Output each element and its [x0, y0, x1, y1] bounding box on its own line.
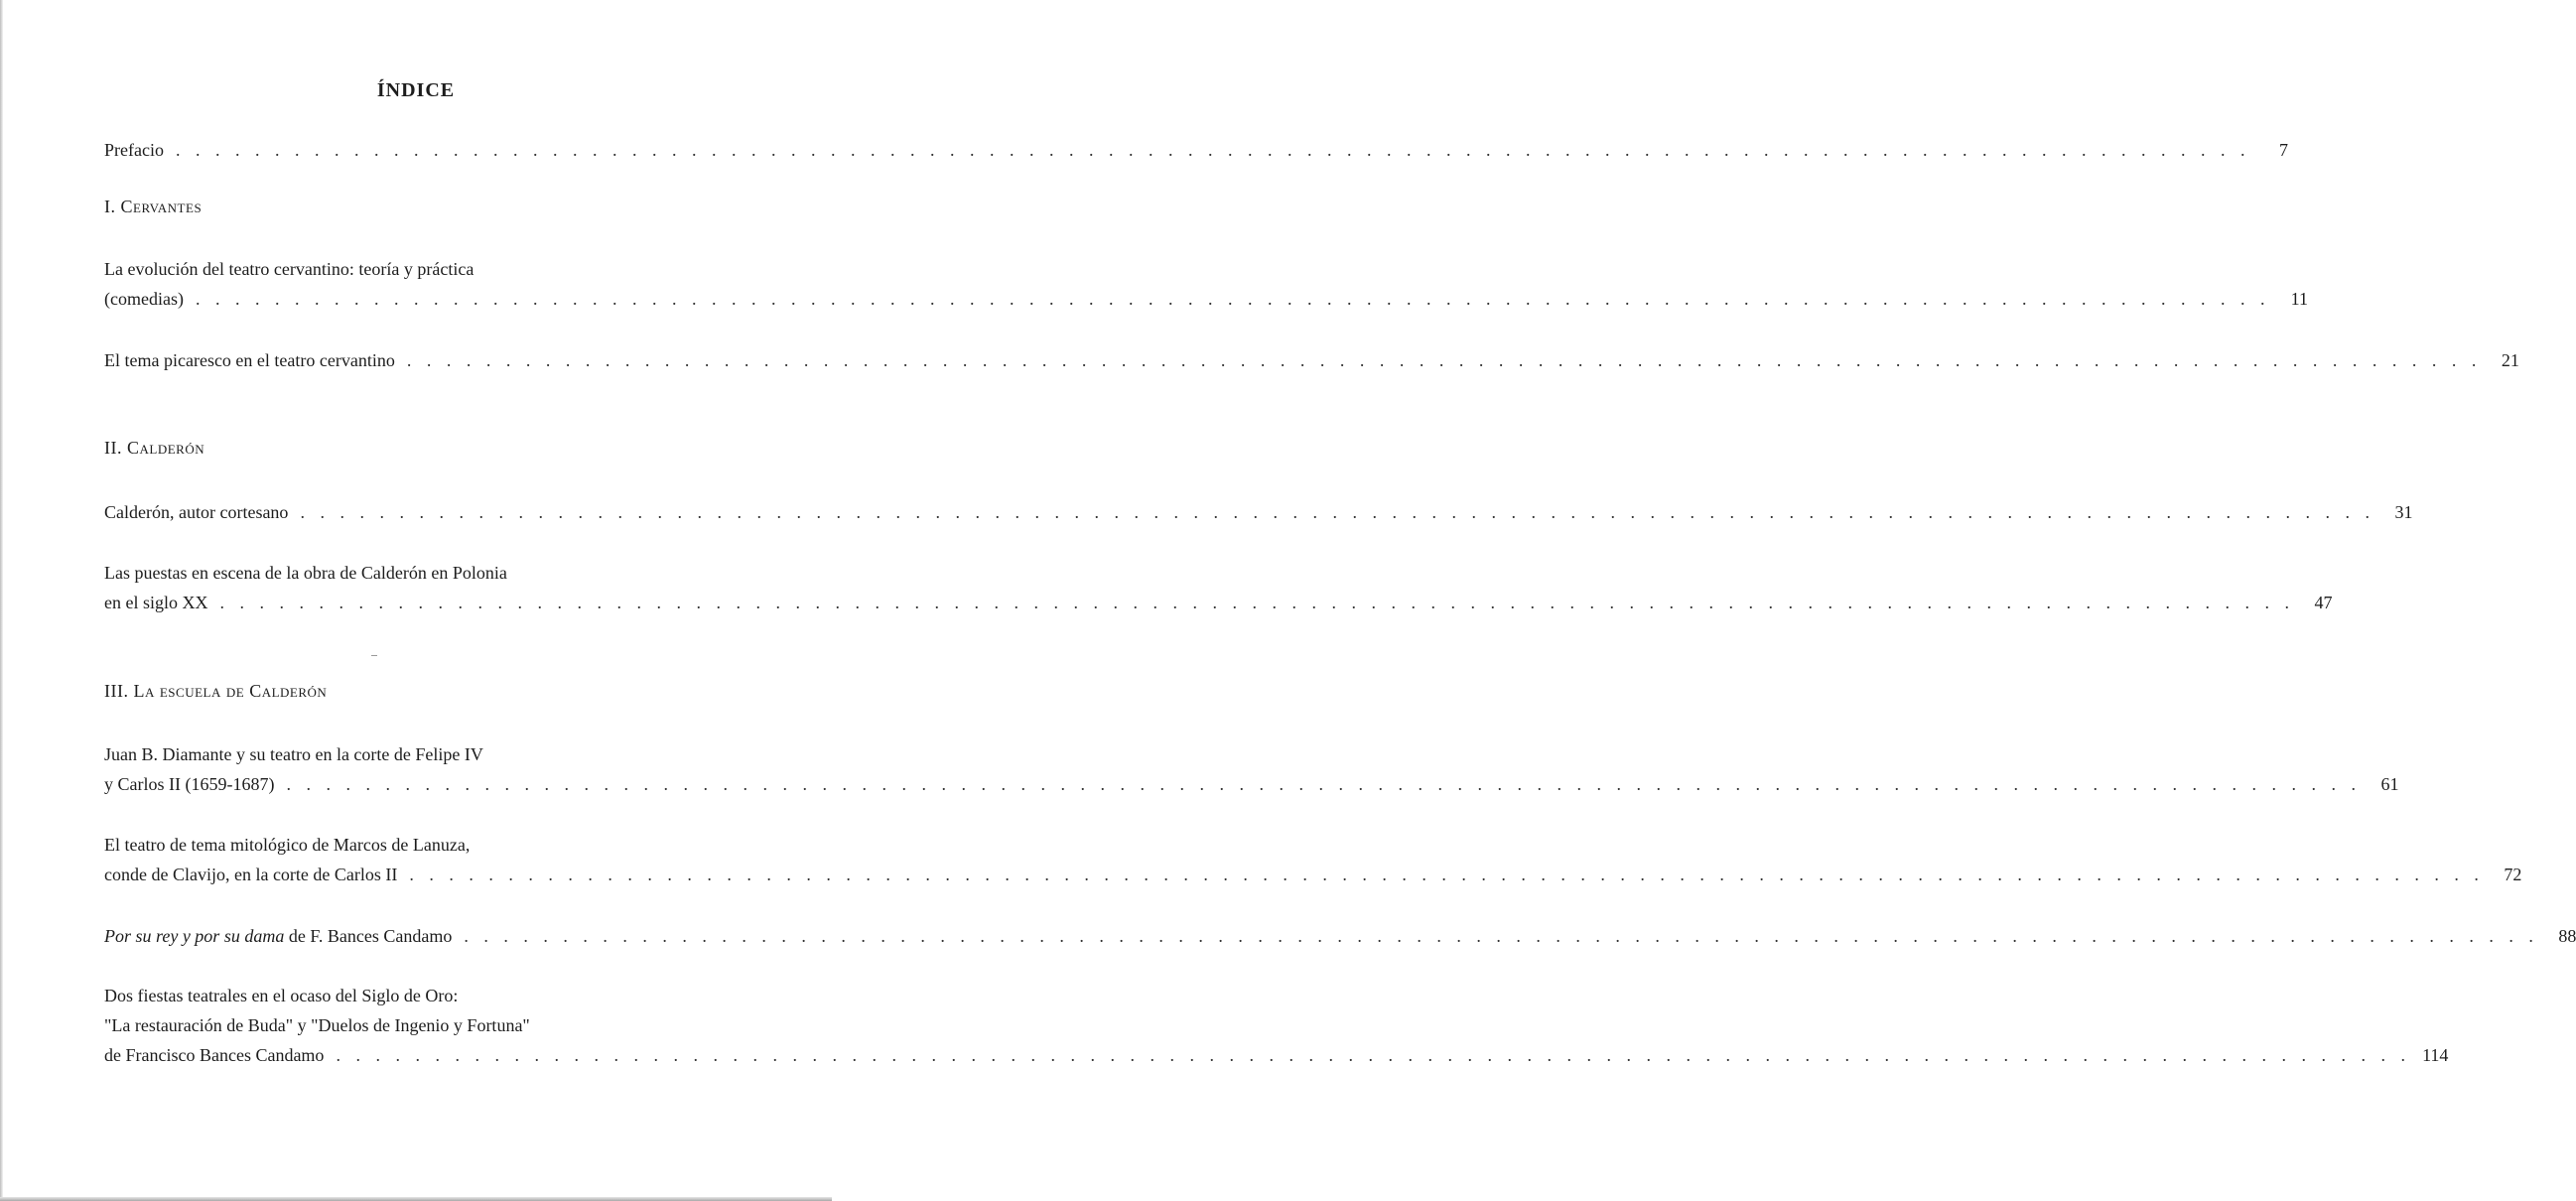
toc-entry: [104, 739, 2399, 799]
toc-entry: [104, 921, 2576, 951]
dot-leader: . . . . . . . . . . . . . . . . . . . . . . . . . . . . . . . . . . . . . . . . . . . . . . . . . . . . . . . . . . . . . . . . . . . . . . . . . . . . . . . . . . . . . . . . . . . . . . . . . . . . . . . . .: [464, 926, 2539, 946]
page-left-edge: [0, 0, 3, 1201]
toc-entry: [104, 558, 2333, 617]
dot-leader: . . . . . . . . . . . . . . . . . . . . . . . . . . . . . . . . . . . . . . . . . . . . . . . . . . . . . . . . . . . . . . . . . . . . . . . . . . . . . . . . . . . . . . . . . . . . . . . . . . . . . . . . .: [195, 289, 2270, 309]
dot-leader: . . . . . . . . . . . . . . . . . . . . . . . . . . . . . . . . . . . . . . . . . . . . . . . . . . . . . . . . . . . . . . . . . . . . . . . . . . . . . . . . . . . . . . . . . . . . . . . . . . . . . . . . .: [175, 140, 2250, 160]
entry-title-line: Juan B. Diamante y su teatro en la corte de Felipe IV: [104, 744, 483, 764]
section-heading-calderon: II. Calderón: [104, 438, 205, 458]
toc-entry: [104, 497, 2413, 527]
dot-leader: . . . . . . . . . . . . . . . . . . . . . . . . . . . . . . . . . . . . . . . . . . . . . . . . . . . . . . . . . . . . . . . . . . . . . . . . . . . . . . . . . . . . . . . . . . . . . . . . . . . . . . . . .: [336, 1045, 2411, 1065]
dot-leader: . . . . . . . . . . . . . . . . . . . . . . . . . . . . . . . . . . . . . . . . . . . . . . . . . . . . . . . . . . . . . . . . . . . . . . . . . . . . . . . . . . . . . . . . . . . . . . . . . . . . . . . . .: [286, 774, 2362, 794]
entry-title-line: La evolución del teatro cervantino: teoría y práctica: [104, 259, 475, 279]
entry-title-line: Dos fiestas teatrales en el ocaso del Siglo de Oro:: [104, 986, 459, 1005]
section-heading-cervantes: I. Cervantes: [104, 197, 203, 216]
toc-entry: [104, 830, 2522, 889]
entry-title-line: "La restauración de Buda" y "Duelos de Ingenio y Fortuna": [104, 1015, 530, 1035]
entry-title-line: de Francisco Bances Candamo: [104, 1045, 325, 1065]
entry-title-rest: de F. Bances Candamo: [284, 926, 453, 946]
toc-entry: [104, 345, 2519, 375]
entry-title-line: [104, 921, 452, 951]
dot-leader: . . . . . . . . . . . . . . . . . . . . . . . . . . . . . . . . . . . . . . . . . . . . . . . . . . . . . . . . . . . . . . . . . . . . . . . . . . . . . . . . . . . . . . . . . . . . . . . . . . . . . . . . .: [219, 593, 2295, 612]
dot-leader: . . . . . . . . . . . . . . . . . . . . . . . . . . . . . . . . . . . . . . . . . . . . . . . . . . . . . . . . . . . . . . . . . . . . . . . . . . . . . . . . . . . . . . . . . . . . . . . . . . . . . . . . .: [300, 502, 2375, 522]
dot-leader: . . . . . . . . . . . . . . . . . . . . . . . . . . . . . . . . . . . . . . . . . . . . . . . . . . . . . . . . . . . . . . . . . . . . . . . . . . . . . . . . . . . . . . . . . . . . . . . . . . . . . . . . .: [409, 865, 2485, 884]
entry-title-line: conde de Clavijo, en la corte de Carlos II: [104, 865, 398, 884]
entry-title-line: Calderón, autor cortesano: [104, 502, 289, 522]
page-number: 7: [2278, 140, 2288, 160]
page-number: 61: [2380, 774, 2399, 794]
entry-title: Prefacio: [104, 140, 164, 160]
entry-title-line: El teatro de tema mitológico de Marcos de Lanuza,: [104, 835, 471, 855]
page-number: 47: [2314, 593, 2333, 612]
page-number: 11: [2290, 289, 2308, 309]
page-number: 21: [2501, 350, 2519, 370]
page-bottom-edge: [0, 1197, 832, 1201]
entry-title-line: El tema picaresco en el teatro cervantino: [104, 350, 395, 370]
entry-title-line: y Carlos II (1659-1687): [104, 774, 275, 794]
entry-title-line: (comedias): [104, 289, 184, 309]
toc-entry-prefacio: [104, 135, 2288, 165]
entry-title-italic: Por su rey y por su dama: [104, 926, 285, 946]
entry-title-line: Las puestas en escena de la obra de Calderón en Polonia: [104, 563, 507, 583]
dot-leader: . . . . . . . . . . . . . . . . . . . . . . . . . . . . . . . . . . . . . . . . . . . . . . . . . . . . . . . . . . . . . . . . . . . . . . . . . . . . . . . . . . . . . . . . . . . . . . . . . . . . . . . . .: [406, 350, 2482, 370]
entry-title-line: en el siglo XX: [104, 593, 208, 612]
page-number: 72: [2504, 865, 2522, 884]
page-number: 114: [2422, 1045, 2449, 1065]
page-title: ÍNDICE: [376, 79, 456, 101]
scan-speck: [371, 655, 377, 656]
section-heading-escuela: III. La escuela de Calderón: [104, 681, 328, 701]
page-number: 88: [2558, 926, 2576, 946]
page-number: 31: [2394, 502, 2413, 522]
toc-entry: [104, 981, 2449, 1070]
toc-entry: [104, 254, 2308, 314]
